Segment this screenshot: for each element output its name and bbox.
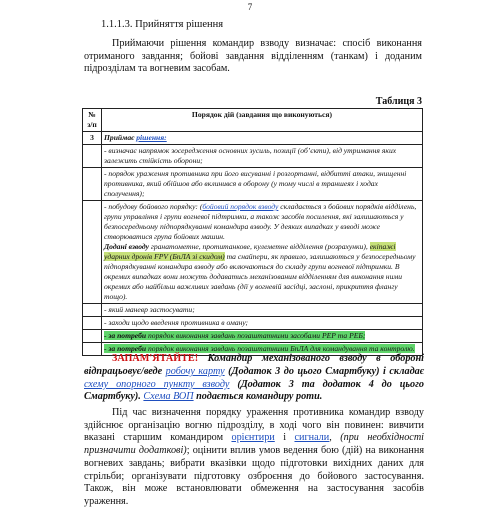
- col-order-header: Порядок дій (завдання що виконуються): [102, 109, 423, 132]
- page-number: 7: [247, 2, 253, 12]
- table-item: - заходи щодо введення противника в оману;: [102, 317, 423, 330]
- row-title-prefix: Приймає: [104, 133, 135, 142]
- intro-paragraph: Приймаючи рішення командир взводу визначає: спосіб виконання отриманого завдання; бойові завдання відділенням (танкам) і доданим підрозділам та вогневим засобам.: [84, 38, 422, 75]
- table-item-highlighted: - за потреби порядок виконання завдань позаштатними БпЛА для командування та контролю.: [102, 343, 423, 356]
- highlighted-text: екіпажі ударних дронів FPV (БпЛА зі скидом): [104, 242, 396, 261]
- vop-scheme-link[interactable]: Схема ВОП: [143, 391, 194, 403]
- table-item: - визначає напрямок зосередження основних зусиль, позиції (об’єкти), від утримання яких залежить стійкість оборони;: [102, 145, 423, 168]
- strongpoint-scheme-link[interactable]: схему опорного пункту взводу: [84, 378, 230, 390]
- work-map-link[interactable]: робочу карту: [165, 365, 225, 377]
- table-row: [83, 330, 423, 343]
- table-row: [83, 201, 423, 304]
- row-number: 3: [83, 132, 102, 145]
- table-row: [83, 132, 423, 145]
- col-num-header: № з/п: [83, 109, 102, 132]
- table-item: - який маневр застосувати;: [102, 304, 423, 317]
- section-heading: 1.1.1.3. Прийняття рішення: [101, 19, 224, 30]
- battle-order-link[interactable]: бойовий порядок взводу: [202, 202, 279, 211]
- table-item-highlighted: - за потреби порядок виконання завдань позаштатними засобами РЕР та РЕБ;: [102, 330, 423, 343]
- table-row: [83, 145, 423, 168]
- table-3: [82, 108, 423, 356]
- remember-label: ЗАПАМ'ЯТАЙТЕ!: [112, 353, 199, 364]
- table-header-row: [83, 109, 423, 132]
- decision-link[interactable]: рішення:: [136, 133, 167, 142]
- table-row: [83, 317, 423, 330]
- table-row: [83, 304, 423, 317]
- fire-organization-paragraph: Під час визначення порядку ураження противника командир взводу здійснює організацію вогню підрозділу, в ході чого він повинен: вивчити вказані старшим командиром орієнтири і сигнали, (при необхідності призначити додаткові); оцінити вплив умов ведення бою (дій) на виконання вогневих завдань; вибрати вказівки щодо підготовки вихідних даних для стрільби; організувати підготовку озброєння до бойового застосування. Також, він може встановлювати обмеження на застосування засобів ураження.: [84, 407, 425, 507]
- signals-link[interactable]: сигнали: [294, 432, 330, 444]
- battle-order-cell: - побудову бойового порядку: (бойовий порядок взводу складається з бойових порядків відділень, групи управління і групи вогневої підтримки, а також засобів посилення, які залишаються у безпосередньому підпорядкуванні командира взводу. У деяких випадках у взводі може створюватися група бойових машин. Додані взводу гранатометне, протитанкове, кулеметне відділення (розрахунки), екіпажі ударних дронів FPV (БпЛА зі скидом) та снайпери, як правило, залишаються у безпосередньому підпорядкуванні командира взводу або включаються до складу групи вогневої підтримки. В окремих випадках вони можуть додаватись механізованим відділенням для виконання ними окремих або найбільш важливих завдань (дії у вогневій засідці, заслоні, прикриття флангу тощо).: [102, 201, 423, 304]
- table-row: [83, 168, 423, 201]
- remember-note: ЗАПАМ'ЯТАЙТЕ! Командир механізованого взводу в обороні відпрацьовує/веде робочу карту (Додаток 3 до цього Смартбуку) і складає схему опорного пункту взводу (Додаток 3 та додаток 4 до цього Смартбуку). Схема ВОП подається командиру роти.: [84, 353, 425, 403]
- table-caption: Таблиця 3: [375, 96, 422, 107]
- row-title-cell: [102, 132, 423, 145]
- landmarks-link[interactable]: орієнтири: [231, 432, 275, 444]
- table-item: - порядок ураження противника при його висуванні і розгортанні, відбитті атаки, знищенні противника, який обійшов або вклинився в оборону (у тому числі в траншеях і ходах сполучення);: [102, 168, 423, 201]
